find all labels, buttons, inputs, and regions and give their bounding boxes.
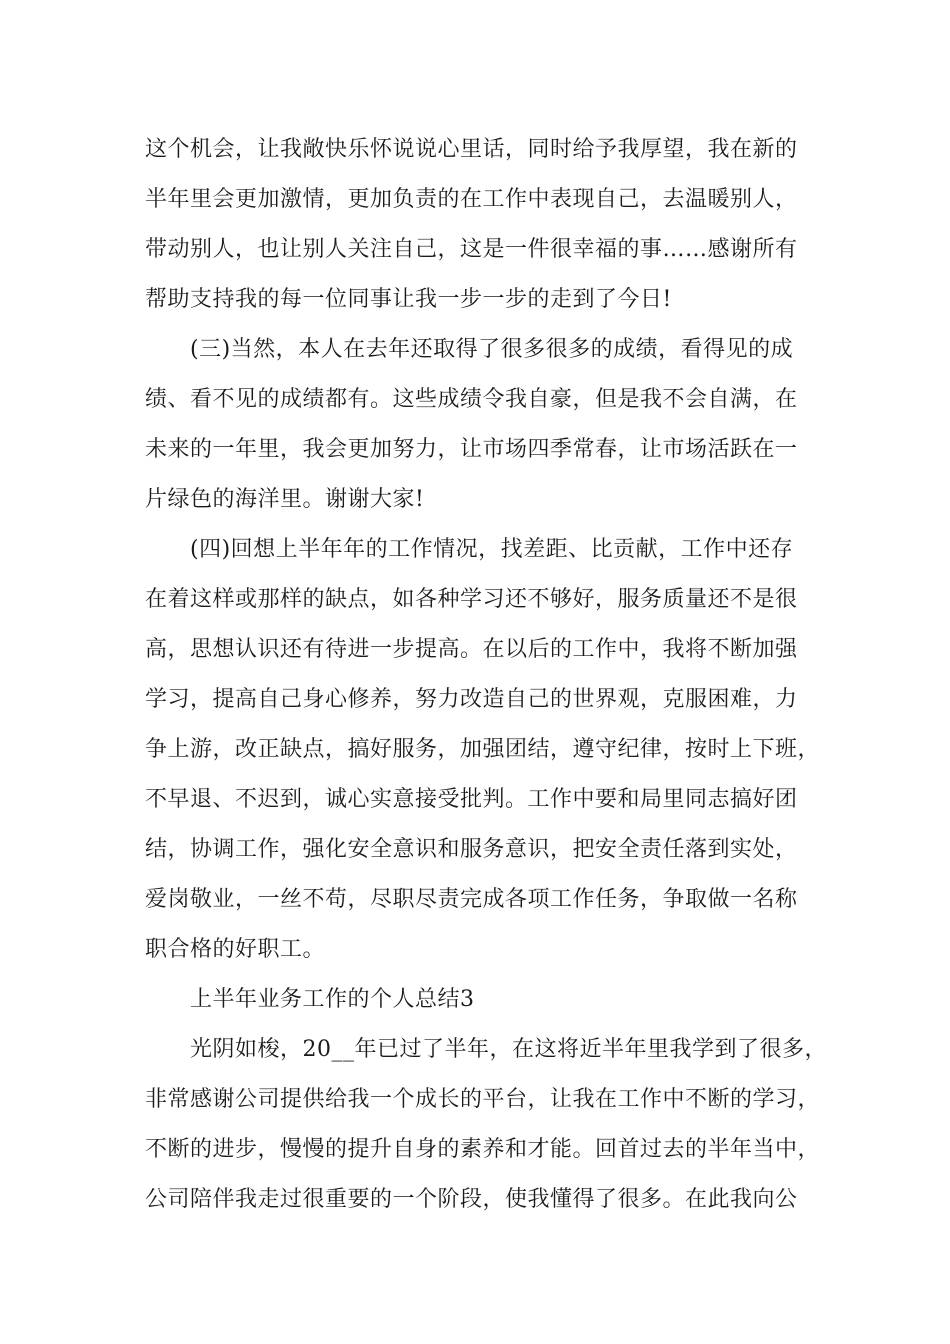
text-line: 帮助支持我的每一位同事让我一步一步的走到了今日! bbox=[145, 287, 672, 312]
paragraph-4-first-line: (四)回想上半年年的工作情况，找差距、比贡献，工作中还存 bbox=[190, 537, 794, 562]
paragraph-first-line: 光阴如梭，20__年已过了半年，在这将近半年里我学到了很多， bbox=[190, 1037, 827, 1062]
text-line: 未来的一年里，我会更加努力，让市场四季常春，让市场活跃在一 bbox=[145, 437, 798, 462]
text-line: 公司陪伴我走过很重要的一个阶段，使我懂得了很多。在此我向公 bbox=[145, 1187, 798, 1212]
text-line: 片绿色的海洋里。谢谢大家! bbox=[145, 487, 425, 512]
text-line: 争上游，改正缺点，搞好服务，加强团结，遵守纪律，按时上下班， bbox=[145, 737, 821, 762]
paragraph-3-first-line: (三)当然，本人在去年还取得了很多很多的成绩，看得见的成 bbox=[190, 337, 794, 362]
text-line: 这个机会，让我敞快乐怀说说心里话，同时给予我厚望，我在新的 bbox=[145, 137, 798, 162]
text-line: 非常感谢公司提供给我一个成长的平台，让我在工作中不断的学习， bbox=[145, 1087, 821, 1112]
text-line: 在着这样或那样的缺点，如各种学习还不够好，服务质量还不是很 bbox=[145, 587, 798, 612]
text-line: 高，思想认识还有待进一步提高。在以后的工作中，我将不断加强 bbox=[145, 637, 798, 662]
text-line: 职合格的好职工。 bbox=[145, 937, 326, 962]
section-heading: 上半年业务工作的个人总结3 bbox=[190, 987, 475, 1012]
text-line: 半年里会更加激情，更加负责的在工作中表现自己，去温暖别人， bbox=[145, 187, 798, 212]
text-line: 学习，提高自己身心修养，努力改造自己的世界观，克服困难，力 bbox=[145, 687, 798, 712]
text-line: 不早退、不迟到，诚心实意接受批判。工作中要和局里同志搞好团 bbox=[145, 787, 798, 812]
text-line: 带动别人，也让别人关注自己，这是一件很幸福的事……感谢所有 bbox=[145, 237, 798, 262]
text-line: 绩、看不见的成绩都有。这些成绩令我自豪，但是我不会自满，在 bbox=[145, 387, 798, 412]
text-line: 结，协调工作，强化安全意识和服务意识，把安全责任落到实处， bbox=[145, 837, 798, 862]
text-line: 不断的进步，慢慢的提升自身的素养和才能。回首过去的半年当中， bbox=[145, 1137, 821, 1162]
text-line: 爱岗敬业，一丝不苟，尽职尽责完成各项工作任务，争取做一名称 bbox=[145, 887, 798, 912]
